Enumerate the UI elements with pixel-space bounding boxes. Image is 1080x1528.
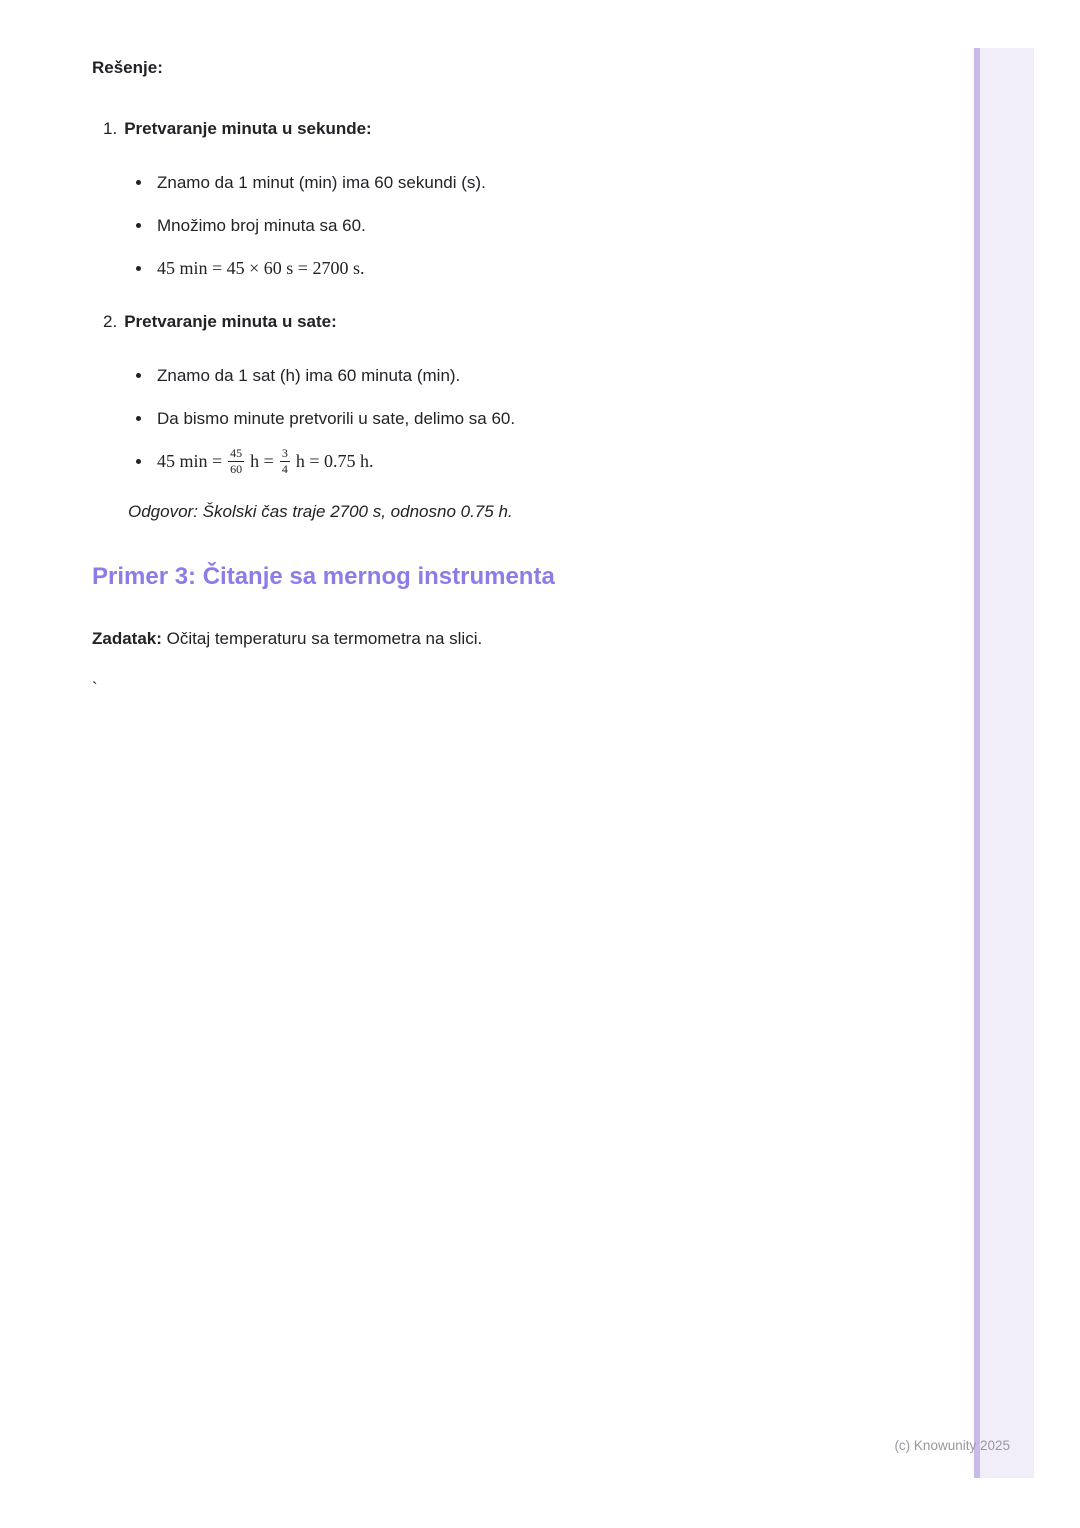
- solution-heading: Rešenje:: [92, 58, 163, 77]
- step-1-number: 1.: [103, 119, 118, 138]
- step-1-heading: [92, 116, 812, 141]
- fraction-denominator: 4: [281, 462, 288, 476]
- answer-text: Odgovor: Školski čas traje 2700 s, odnosno 0.75 h.: [128, 502, 513, 521]
- fraction-3-4: [280, 447, 290, 475]
- fraction-denominator: 60: [230, 462, 243, 476]
- bullet-item-math: [157, 256, 812, 281]
- fraction-numerator: 3: [281, 446, 288, 460]
- page-side-stripe: [974, 48, 1034, 1478]
- task-text: Očitaj temperaturu sa termometra na slici.: [161, 629, 483, 648]
- bullet-text: Znamo da 1 minut (min) ima 60 sekundi (s).: [157, 173, 486, 192]
- bullet-item: [157, 406, 812, 431]
- step-2-bullets: [92, 363, 812, 477]
- bullet-item: [157, 213, 812, 238]
- math-prefix: 45 min =: [157, 451, 223, 472]
- math-expression-with-fractions: [157, 446, 374, 476]
- document-content: [92, 57, 812, 701]
- bullet-text: Da bismo minute pretvorili u sate, delimo sa 60.: [157, 409, 516, 428]
- step-1-title: Pretvaranje minuta u sekunde:: [124, 119, 372, 138]
- step-item-2: [92, 309, 812, 477]
- step-item-1: [92, 116, 812, 281]
- step-1-bullets: [92, 170, 812, 281]
- fraction-numerator: 45: [230, 446, 243, 460]
- fraction-45-60: [228, 447, 244, 475]
- stray-backtick: `: [92, 679, 98, 698]
- copyright-text: (c) Knowunity 2025: [894, 1438, 1010, 1453]
- bullet-text: Množimo broj minuta sa 60.: [157, 216, 366, 235]
- solution-steps-list: [92, 116, 812, 477]
- math-mid: h =: [250, 451, 274, 472]
- step-2-title: Pretvaranje minuta u sate:: [124, 312, 337, 331]
- section-heading-primer-3: Primer 3: Čitanje sa mernog instrumenta: [92, 563, 555, 590]
- bullet-item: [157, 363, 812, 388]
- bullet-item: [157, 170, 812, 195]
- task-label: Zadatak:: [92, 629, 162, 648]
- bullet-text: Znamo da 1 sat (h) ima 60 minuta (min).: [157, 366, 461, 385]
- math-suffix: h = 0.75 h.: [295, 451, 374, 472]
- bullet-item-math: [157, 446, 812, 477]
- step-2-heading: [92, 309, 812, 334]
- task-paragraph: [92, 626, 812, 651]
- math-expression: 45 min = 45 × 60 s = 2700 s.: [157, 258, 365, 278]
- step-2-number: 2.: [103, 312, 118, 331]
